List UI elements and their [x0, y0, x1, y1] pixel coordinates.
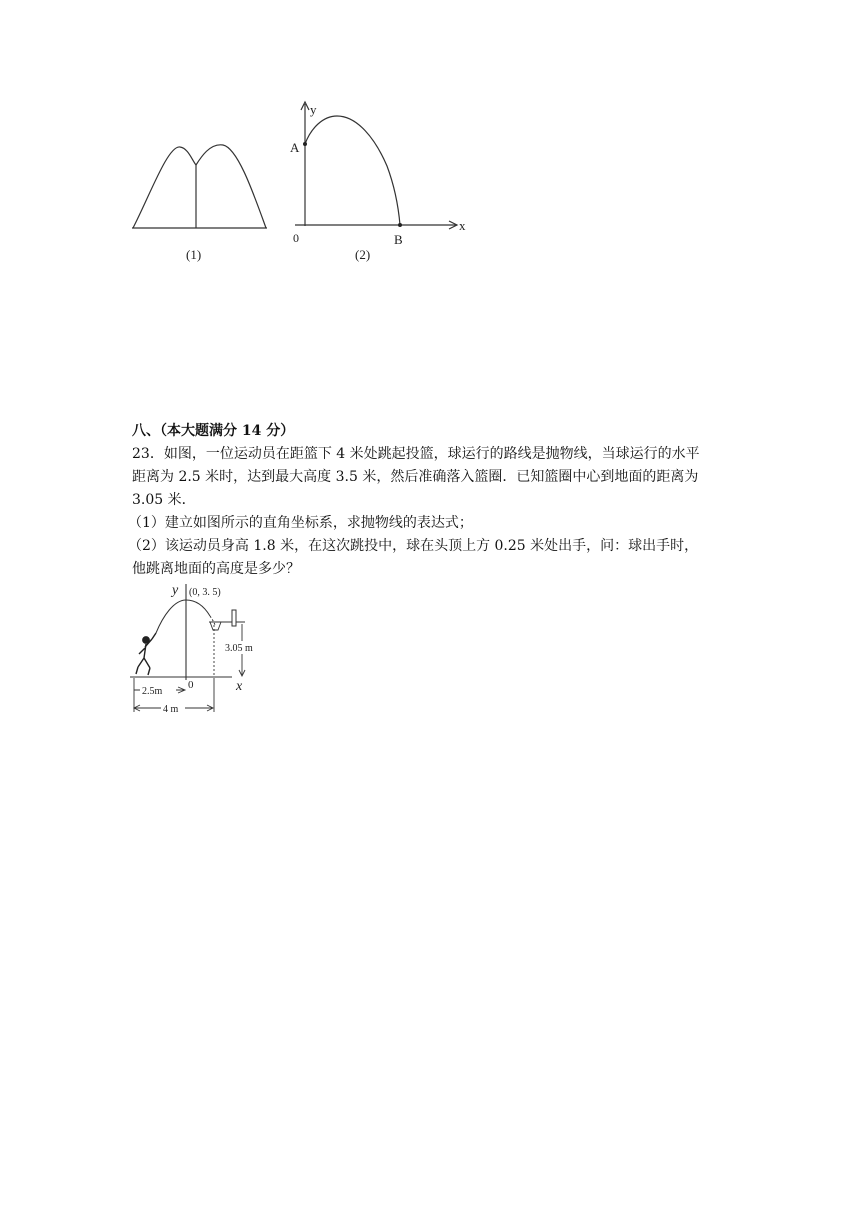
basketball-shot-figure [128, 578, 263, 718]
problem-statement-line-2: 距离为 2.5 米时，达到最大高度 3.5 米，然后准确落入篮圈．已知篮圈中心到地面的距离为 [132, 469, 699, 485]
question-part-1: （1）建立如图所示的直角坐标系，求抛物线的表达式； [128, 515, 473, 531]
parabola-curve [305, 116, 400, 225]
dimension-2-5m-label: 2.5m [142, 686, 163, 697]
figure-2-caption: (2) [355, 247, 371, 262]
point-b-label: B [394, 232, 403, 247]
origin-label: 0 [293, 231, 299, 245]
problem-23 [128, 443, 732, 581]
y-axis-label: y [172, 583, 179, 598]
point-b-dot [398, 223, 402, 227]
figure-1-two-arches [128, 135, 273, 270]
point-a-dot [303, 142, 307, 146]
arches-outline [133, 145, 266, 228]
dimension-4m-label: 4 m [163, 704, 179, 715]
figure-2-parabola-graph [285, 98, 470, 268]
player-figure [136, 633, 156, 675]
question-part-2-line-1: （2）该运动员身高 1.8 米，在这次跳投中，球在头顶上方 0.25 米处出手，问：球出手时， [128, 538, 699, 554]
y-axis-label: y [310, 102, 317, 117]
x-axis-label: x [459, 218, 466, 233]
problem-statement-line-1: 23．如图，一位运动员在距篮下 4 米处跳起投篮，球运行的路线是抛物线，当球运行的水平 [132, 446, 700, 462]
hoop-net-icon [210, 622, 221, 630]
origin-label: 0 [188, 679, 194, 691]
problem-statement-line-3: 3.05 米． [132, 492, 196, 508]
ball-trajectory [156, 600, 210, 633]
section-heading: 八、（本大题满分 14 分） [132, 423, 295, 439]
backboard [232, 610, 236, 626]
vertex-label: (0, 3. 5) [189, 587, 221, 598]
point-a-label: A [290, 140, 300, 155]
figure-1-caption: (1) [186, 247, 202, 262]
x-axis-label: x [236, 679, 243, 694]
hoop-height-label: 3.05 m [225, 643, 253, 654]
question-part-2-line-2: 他跳离地面的高度是多少？ [132, 561, 300, 577]
